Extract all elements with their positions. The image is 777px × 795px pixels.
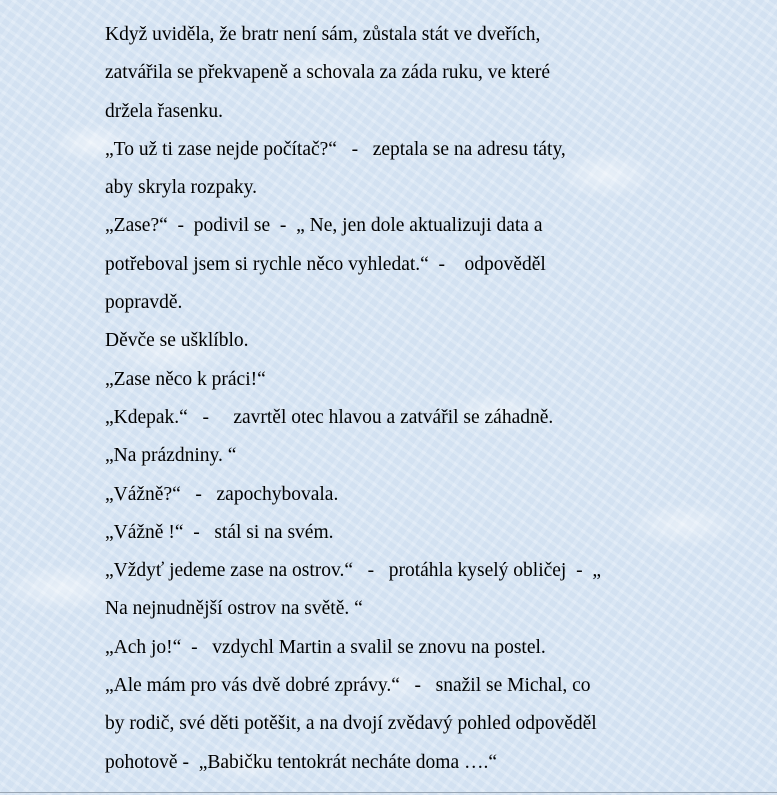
text-line: „Zase?“ - podivil se - „ Ne, jen dole aktualizuji data a — [105, 215, 543, 237]
text-line: Když uviděla, že bratr není sám, zůstala stát ve dveřích, — [105, 24, 541, 45]
text-line: „Ale mám pro vás dvě dobré zprávy.“ - snažil se Michal, co — [105, 675, 591, 697]
text-line: „To už ti zase nejde počítač?“ - zeptala se na adresu táty, — [105, 138, 566, 160]
text-line: „Zase něco k práci!“ — [105, 368, 266, 390]
bottom-divider — [0, 792, 777, 793]
text-line: aby skryla rozpaky. — [105, 177, 257, 199]
text-line: zatvářila se překvapeně a schovala za záda ruku, ve které — [105, 62, 550, 84]
text-line: Děvče se ušklíblo. — [105, 330, 249, 352]
text-line: „Vážně !“ - stál si na svém. — [105, 521, 334, 543]
text-line: by rodič, své děti potěšit, a na dvojí zvědavý pohled odpověděl — [105, 713, 597, 735]
text-line: „Kdepak.“ - zavrtěl otec hlavou a zatvářil se záhadně. — [105, 406, 554, 428]
text-line: „Ach jo!“ - vzdychl Martin a svalil se znovu na postel. — [105, 636, 546, 658]
text-line: „Vždyť jedeme zase na ostrov.“ - protáhla kyselý obličej - „ — [105, 560, 602, 582]
text-line: pohotově - „Babičku tentokrát necháte doma ….“ — [105, 751, 498, 773]
text-line: držela řasenku. — [105, 100, 224, 122]
text-line: „Vážně?“ - zapochybovala. — [105, 483, 339, 505]
text-line: potřeboval jsem si rychle něco vyhledat.“ - odpověděl — [105, 253, 546, 275]
text-line: Na nejnudnější ostrov na světě. “ — [105, 598, 363, 620]
story-text — [105, 20, 725, 786]
text-line: „Na prázdniny. “ — [105, 445, 237, 467]
text-line: popravdě. — [105, 292, 183, 314]
